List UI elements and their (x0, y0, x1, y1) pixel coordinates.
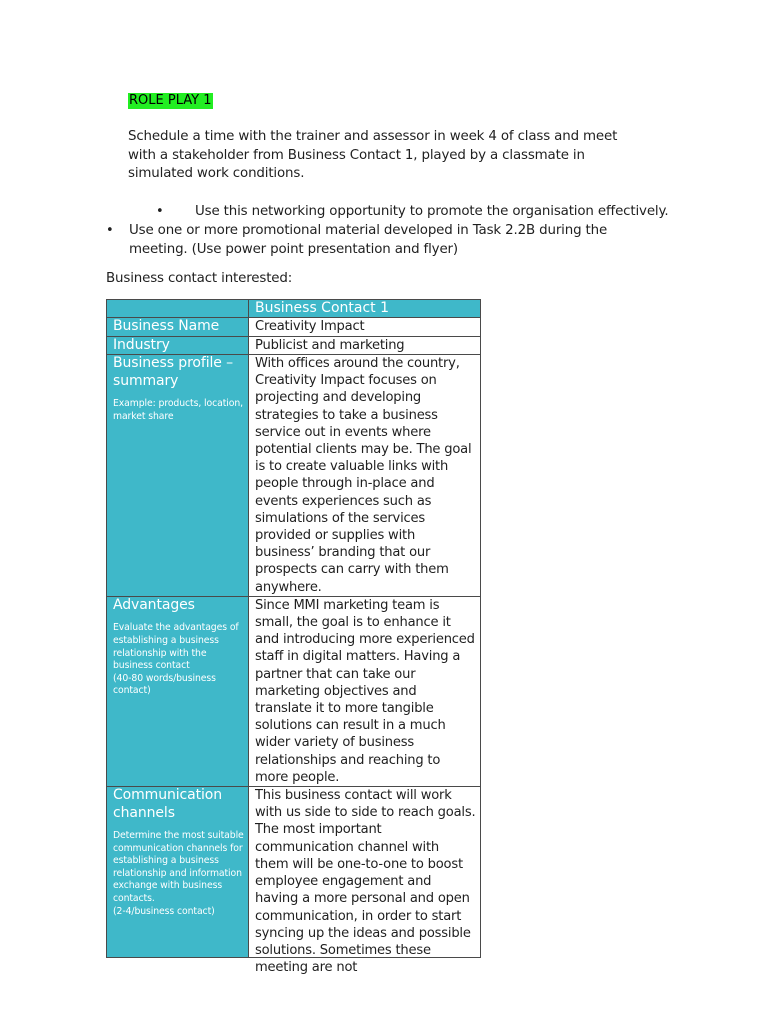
row-label-cell (107, 355, 249, 597)
business-contact-label: Business contact interested: (106, 271, 293, 286)
role-play-heading (128, 92, 213, 110)
communication-value-cell (249, 787, 481, 976)
industry-label: Industry (113, 336, 170, 353)
business-profile-label: Business profile – summary (113, 355, 234, 389)
row-label-cell (107, 787, 249, 958)
bullet-text-1: Use this networking opportunity to promote the organisation effectively. (195, 204, 669, 219)
advantages-description-block (113, 622, 244, 698)
business-name-value: Creativity Impact (249, 318, 481, 337)
advantages-word-count: (40-80 words/business contact) (113, 672, 216, 697)
advantages-description: Evaluate the advantages of establishing a business relationship with the business contact (113, 622, 239, 672)
table-row (107, 355, 481, 597)
business-name-label: Business Name (113, 318, 220, 334)
advantages-label: Advantages (113, 596, 195, 613)
bullet-text-2: Use one or more promotional material developed in Task 2.2B during the meeting. (Use power point presentation and flyer) (129, 223, 608, 257)
table-row (107, 787, 481, 958)
table-row (107, 318, 481, 337)
table-row (107, 596, 481, 786)
business-profile-description: Example: products, location, market share (113, 398, 243, 422)
table-row (107, 336, 481, 355)
business-contact-table (106, 299, 481, 976)
bullet-dot-icon: • (106, 223, 114, 238)
row-label-cell (107, 596, 249, 786)
table-header-row (107, 300, 481, 318)
bullet-dot-icon: • (156, 204, 164, 219)
business-contact-header: Business Contact 1 (249, 300, 481, 318)
communication-channel-count: (2-4/business contact) (113, 905, 215, 917)
row-label-cell (107, 318, 249, 337)
communication-channels-value: This business contact will work with us side to side to reach goals. The most important communication channel with them will be one-to-one to boost employee engagement and having a more personal and open communication, in order to start syncing up the ideas and possible solutions. Sometimes these meeting are not (255, 788, 476, 976)
communication-channels-label: Communication channels (113, 787, 223, 821)
row-label-cell (107, 336, 249, 355)
industry-value: Publicist and marketing (249, 336, 481, 355)
role-play-title: ROLE PLAY 1 (129, 93, 212, 108)
header-empty-cell (107, 300, 249, 318)
business-profile-value: With offices around the country, Creativity Impact focuses on projecting and developing strategies to take a business service out in events where potential clients may be. The goal is to create valuable links with people through in-place and events experiences such as simulations of the services provided or supplies with business’ branding that our prospects can carry with them anywhere. (249, 355, 481, 597)
advantages-value: Since MMI marketing team is small, the goal is to enhance it and introducing more experienced staff in digital matters. Having a partner that can take our marketing objectives and translate it to more tangible solutions can result in a much wider variety of business relationships and reaching to more people. (249, 596, 481, 786)
communication-description-block (113, 830, 244, 918)
communication-description: Determine the most suitable communication channels for establishing a business relationship and information exchange with business contacts. (113, 830, 244, 905)
intro-paragraph: Schedule a time with the trainer and assessor in week 4 of class and meet with a stakeholder from Business Contact 1, played by a classmate in simulated work conditions. (128, 129, 618, 181)
